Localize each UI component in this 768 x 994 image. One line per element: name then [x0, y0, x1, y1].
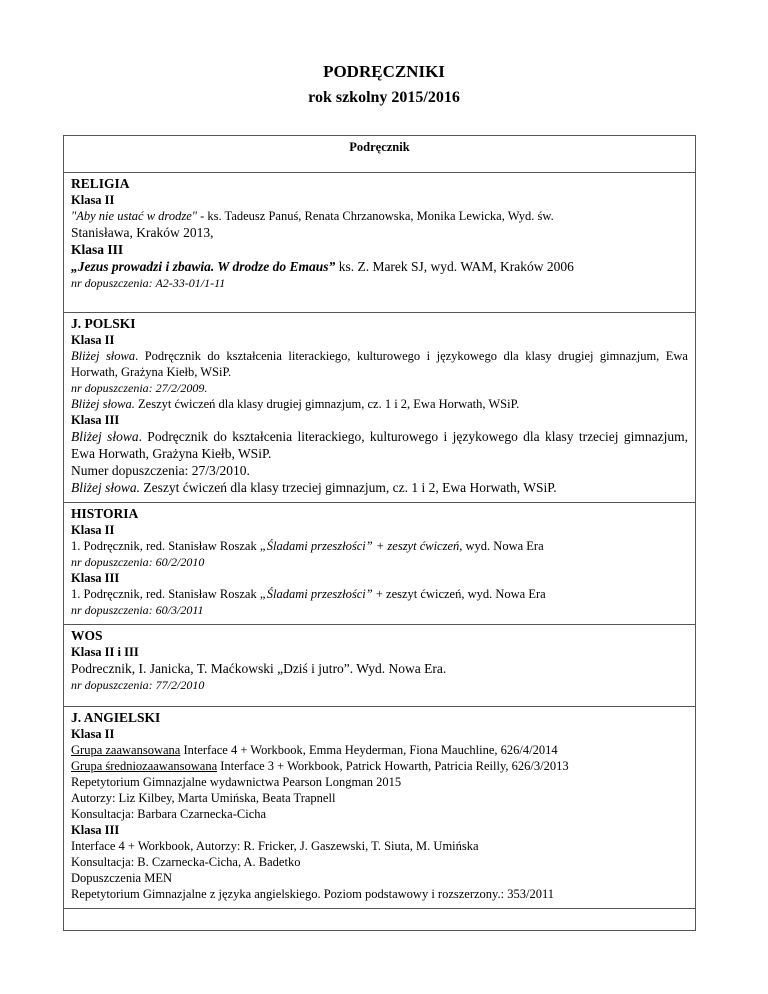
book-details: 1. Podręcznik, red. Stanisław Roszak [71, 587, 260, 601]
group-entry [71, 742, 688, 758]
class-label: Klasa II [71, 333, 115, 347]
empty-cell [64, 909, 696, 931]
book-entry [71, 586, 688, 602]
book-title: Bliżej słowa. [71, 397, 135, 411]
book-title: Bliżej słowa [71, 429, 139, 444]
book-details: Interface 3 + Workbook, Patrick Howarth, Patricia Reilly, 626/3/2013 [217, 759, 569, 773]
book-entry [71, 538, 688, 554]
group-entry [71, 758, 688, 774]
cell-angielski [64, 707, 696, 909]
table-header-row [64, 136, 696, 173]
cell-religia [64, 173, 696, 313]
section-title: RELIGIA [71, 176, 130, 191]
class-label: Klasa II [71, 193, 115, 207]
book-details: Zeszyt ćwiczeń dla klasy drugiej gimnazjum, cz. 1 i 2, Ewa Horwath, WSiP. [134, 397, 520, 411]
book-details: , wyd. Nowa Era [459, 539, 544, 553]
book-details: Stanisława, Kraków 2013, [71, 225, 214, 240]
book-title: Bliżej słowa. [71, 480, 141, 495]
book-entry [71, 428, 688, 462]
cell-historia [64, 503, 696, 625]
cell-wos [64, 625, 696, 707]
book-title: Bliżej słowa [71, 349, 136, 363]
book-title: "Aby nie ustać w drodze" [71, 209, 197, 223]
column-header: Podręcznik [64, 136, 696, 173]
page-subtitle: rok szkolny 2015/2016 [308, 89, 460, 106]
table-row-empty [64, 909, 696, 931]
table-row-historia [64, 503, 696, 625]
consultation: Konsultacja: B. Czarnecka-Cicha, A. Badetko [71, 855, 301, 869]
section-title: J. POLSKI [71, 316, 136, 331]
section-title: WOS [71, 628, 103, 643]
book-entry [71, 208, 688, 224]
approval-note: Dopuszczenia MEN [71, 871, 173, 885]
approval-number: nr dopuszczenia: 27/2/2009. [71, 381, 208, 395]
table-row-wos [64, 625, 696, 707]
group-label: Grupa średniozaawansowana [71, 759, 218, 773]
approval-number: Numer dopuszczenia: 27/3/2010. [71, 463, 250, 478]
group-label: Grupa zaawansowana [71, 743, 181, 757]
book-title: „Jezus prowadzi i zbawia. W drodze do Emaus” [71, 259, 336, 274]
book-details: + zeszyt ćwiczeń, wyd. Nowa Era [372, 587, 546, 601]
table-row-religia [64, 173, 696, 313]
book-entry [71, 258, 688, 275]
class-label: Klasa III [71, 571, 120, 585]
book-title: „Śladami przeszłości” [259, 587, 373, 601]
table-row-angielski [64, 707, 696, 909]
approval-number: nr dopuszczenia: 60/2/2010 [71, 555, 205, 569]
consultation: Konsultacja: Barbara Czarnecka-Cicha [71, 807, 267, 821]
book-entry [71, 348, 688, 380]
book-title: „Śladami przeszłości” + zeszyt ćwiczeń [259, 539, 460, 553]
class-label: Klasa III [71, 413, 120, 427]
authors: Autorzy: Liz Kilbey, Marta Umińska, Beata Trapnell [71, 791, 336, 805]
book-entry: Repetytorium Gimnazjalne wydawnictwa Pearson Longman 2015 [71, 775, 402, 789]
approval-number: nr dopuszczenia: 60/3/2011 [71, 603, 204, 617]
approval-number: nr dopuszczenia: A2-33-01/1-11 [71, 276, 226, 290]
workbook-entry [71, 396, 688, 412]
class-label: Klasa II [71, 523, 115, 537]
book-details: ks. Z. Marek SJ, wyd. WAM, Kraków 2006 [335, 259, 574, 274]
textbook-table [63, 135, 696, 931]
workbook-entry [71, 479, 688, 496]
page-title: PODRĘCZNIKI [323, 62, 445, 81]
book-entry: Repetytorium Gimnazjalne z języka angielskiego. Poziom podstawowy i rozszerzony.: 353/2011 [71, 887, 554, 901]
section-title: HISTORIA [71, 506, 139, 521]
class-label: Klasa III [71, 823, 120, 837]
approval-number: nr dopuszczenia: 77/2/2010 [71, 678, 205, 692]
class-label: Klasa II [71, 727, 115, 741]
class-label: Klasa III [71, 242, 124, 257]
book-details: - ks. Tadeusz Panuś, Renata Chrzanowska, Monika Lewicka, Wyd. św. [197, 209, 554, 223]
book-details: Interface 4 + Workbook, Emma Heyderman, Fiona Mauchline, 626/4/2014 [180, 743, 558, 757]
book-details: . Podręcznik do kształcenia literackiego, kulturowego i językowego dla klasy drugiej gimnazjum, Ewa Horwath, Grażyna Kiełb, WSiP. [71, 349, 688, 379]
book-entry: Podrecznik, I. Janicka, T. Maćkowski „Dziś i jutro”. Wyd. Nowa Era. [71, 661, 447, 676]
book-entry: Interface 4 + Workbook, Autorzy: R. Fricker, J. Gaszewski, T. Siuta, M. Umińska [71, 839, 479, 853]
section-title: J. ANGIELSKI [71, 710, 161, 725]
book-details: . Podręcznik do kształcenia literackiego, kulturowego i językowego dla klasy trzeciej gimnazjum, Ewa Horwath, Grażyna Kiełb, WSiP. [71, 429, 688, 461]
table-row-polski [64, 313, 696, 503]
class-label: Klasa II i III [71, 645, 139, 659]
cell-polski [64, 313, 696, 503]
book-details: 1. Podręcznik, red. Stanisław Roszak [71, 539, 260, 553]
book-details: Zeszyt ćwiczeń dla klasy trzeciej gimnazjum, cz. 1 i 2, Ewa Horwath, WSiP. [140, 480, 557, 495]
